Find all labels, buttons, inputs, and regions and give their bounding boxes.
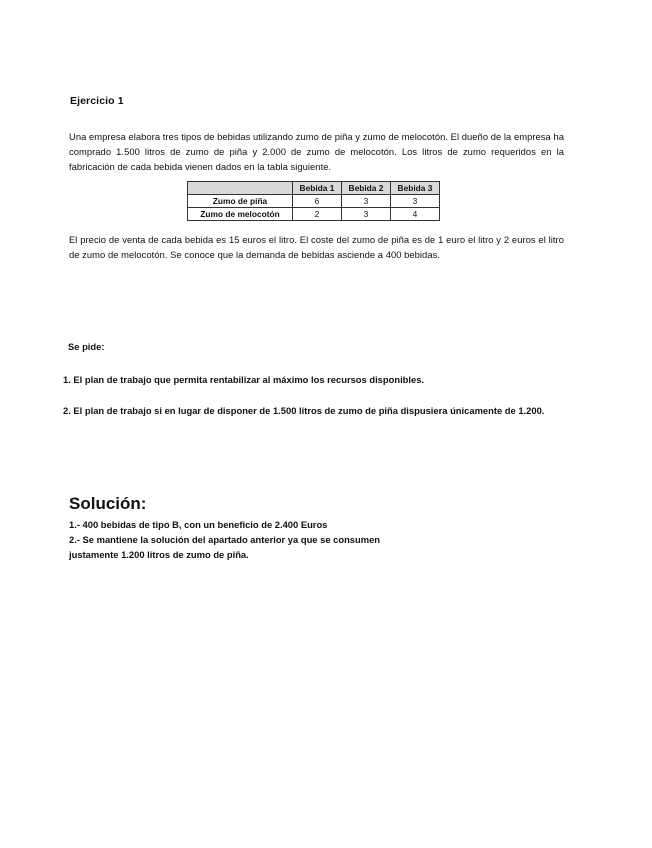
solution-title: Solución: — [69, 494, 147, 513]
exercise-title: Ejercicio 1 — [70, 95, 124, 107]
question-item: 1. El plan de trabajo que permita rentabilizar al máximo los recursos disponibles. — [63, 374, 425, 385]
table-header-row — [188, 182, 440, 195]
column-header: Bebida 3 — [391, 182, 440, 195]
solution-line: 1.- 400 bebidas de tipo B, con un beneficio de 2.400 Euros — [69, 519, 328, 530]
question-item: 2. El plan de trabajo si en lugar de disponer de 1.500 litros de zumo de piña dispusiera únicamente de 1.200. — [63, 405, 545, 416]
row-label: Zumo de melocotón — [188, 208, 293, 221]
table-row — [188, 195, 440, 208]
solution-line: justamente 1.200 litros de zumo de piña. — [69, 549, 249, 560]
row-label: Zumo de piña — [188, 195, 293, 208]
table-cell: 2 — [293, 208, 342, 221]
table-corner-cell — [188, 182, 293, 195]
table-cell: 4 — [391, 208, 440, 221]
price-paragraph: El precio de venta de cada bebida es 15 euros el litro. El coste del zumo de piña es de 1 euro el litro y 2 euros el litro de zumo de melocotón. Se conoce que la demanda de bebidas asciende a 400 bebidas. — [69, 234, 564, 260]
intro-paragraph: Una empresa elabora tres tipos de bebidas utilizando zumo de piña y zumo de melocotón. El dueño de la empresa ha comprado 1.500 litros de zumo de piña y 2.000 de zumo de melocotón. Los litros de zumo requeridos en la fabricación de cada bebida vienen dados en la tabla siguiente. — [69, 131, 564, 172]
table-row — [188, 208, 440, 221]
table-cell: 6 — [293, 195, 342, 208]
column-header: Bebida 2 — [342, 182, 391, 195]
table-cell: 3 — [342, 195, 391, 208]
solution-line: 2.- Se mantiene la solución del apartado anterior ya que se consumen — [69, 534, 381, 545]
table-cell: 3 — [342, 208, 391, 221]
beverage-table — [187, 181, 440, 221]
ask-label: Se pide: — [68, 341, 105, 352]
table-cell: 3 — [391, 195, 440, 208]
column-header: Bebida 1 — [293, 182, 342, 195]
